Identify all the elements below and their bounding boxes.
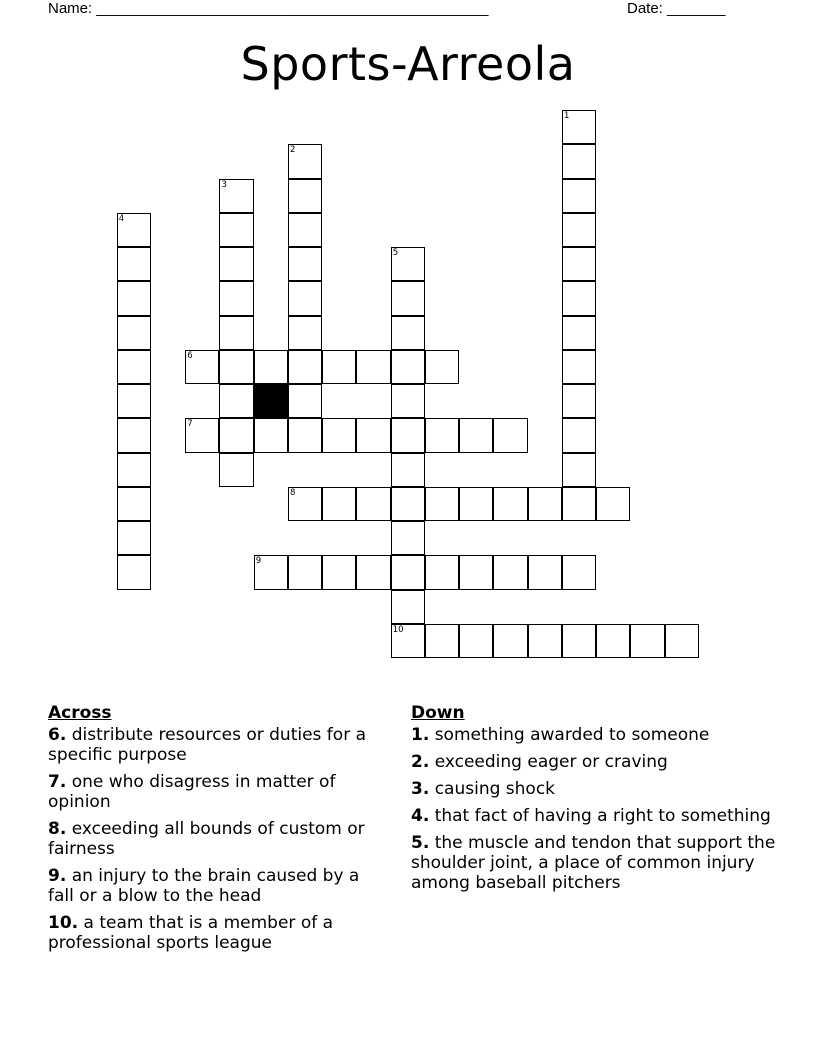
clue-text: causing shock <box>434 779 556 799</box>
grid-cell[interactable] <box>562 487 596 521</box>
grid-cell[interactable] <box>596 624 630 658</box>
grid-cell[interactable] <box>562 316 596 350</box>
grid-cell[interactable] <box>562 247 596 281</box>
grid-cell[interactable] <box>562 144 596 178</box>
grid-cell[interactable] <box>391 521 425 555</box>
clue-number: 6. <box>48 725 67 745</box>
grid-cell[interactable] <box>322 418 356 452</box>
grid-cell[interactable] <box>391 624 425 658</box>
grid-cell[interactable] <box>391 555 425 589</box>
grid-cell[interactable] <box>219 316 253 350</box>
grid-cell[interactable] <box>117 213 151 247</box>
clue-number-label: 8 <box>289 487 296 498</box>
grid-cell[interactable] <box>528 555 562 589</box>
grid-cell[interactable] <box>425 350 459 384</box>
grid-cell[interactable] <box>596 487 630 521</box>
clue-text: that fact of having a right to something <box>434 806 771 826</box>
across-heading: Across <box>48 703 112 723</box>
grid-cell[interactable] <box>562 624 596 658</box>
grid-cell[interactable] <box>219 281 253 315</box>
down-clue-1 <box>411 725 776 745</box>
down-clues <box>411 703 776 900</box>
clue-number: 2. <box>411 752 430 772</box>
grid-cell[interactable] <box>459 624 493 658</box>
grid-cell[interactable] <box>528 487 562 521</box>
grid-cell[interactable] <box>185 350 219 384</box>
clue-text: exceeding eager or craving <box>434 752 668 772</box>
clue-number: 8. <box>48 819 67 839</box>
grid-cell[interactable] <box>391 281 425 315</box>
grid-cell[interactable] <box>219 453 253 487</box>
grid-cell[interactable] <box>219 247 253 281</box>
grid-cell[interactable] <box>288 418 322 452</box>
grid-cell[interactable] <box>459 418 493 452</box>
clue-number: 10. <box>48 913 79 933</box>
grid-cell[interactable] <box>219 213 253 247</box>
grid-cell[interactable] <box>356 487 390 521</box>
grid-cell[interactable] <box>356 555 390 589</box>
puzzle-title: Sports-Arreola <box>240 37 576 91</box>
clue-number: 9. <box>48 866 67 886</box>
across-clues <box>48 703 388 960</box>
grid-cell[interactable] <box>117 247 151 281</box>
grid-cell[interactable] <box>562 453 596 487</box>
grid-cell[interactable] <box>391 453 425 487</box>
grid-cell[interactable] <box>562 384 596 418</box>
grid-cell[interactable] <box>493 418 527 452</box>
grid-cell[interactable] <box>562 418 596 452</box>
grid-cell[interactable] <box>288 213 322 247</box>
grid-cell[interactable] <box>425 555 459 589</box>
grid-cell[interactable] <box>288 384 322 418</box>
grid-cell[interactable] <box>391 384 425 418</box>
clue-text: the muscle and tendon that support the shoulder joint, a place of common injury among baseball pitchers <box>411 833 776 893</box>
grid-cell[interactable] <box>117 487 151 521</box>
down-clue-4 <box>411 806 776 826</box>
grid-cell[interactable] <box>117 350 151 384</box>
clue-number-label: 1 <box>563 111 570 122</box>
clue-number-label: 4 <box>118 213 125 224</box>
grid-cell[interactable] <box>117 521 151 555</box>
clue-number: 7. <box>48 772 67 792</box>
grid-cell[interactable] <box>493 624 527 658</box>
grid-cell[interactable] <box>493 555 527 589</box>
grid-cell[interactable] <box>665 624 699 658</box>
clue-number: 1. <box>411 725 430 745</box>
grid-cell[interactable] <box>117 555 151 589</box>
clue-number-label: 6 <box>187 350 193 361</box>
grid-cell[interactable] <box>459 555 493 589</box>
black-square <box>254 384 288 418</box>
grid-cell[interactable] <box>117 384 151 418</box>
grid-cell[interactable] <box>493 487 527 521</box>
across-clue-8 <box>48 819 388 859</box>
clue-number-label: 3 <box>221 179 227 190</box>
clue-text: something awarded to someone <box>434 725 710 745</box>
clue-number: 5. <box>411 833 430 853</box>
grid-cell[interactable] <box>219 418 253 452</box>
grid-cell[interactable] <box>288 350 322 384</box>
clue-number-label: 7 <box>187 419 193 430</box>
clue-number-label: 5 <box>392 248 399 259</box>
grid-cell[interactable] <box>425 487 459 521</box>
grid-cell[interactable] <box>288 487 322 521</box>
grid-cell[interactable] <box>425 418 459 452</box>
grid-cell[interactable] <box>322 555 356 589</box>
grid-cell[interactable] <box>356 350 390 384</box>
grid-cell[interactable] <box>391 316 425 350</box>
clue-text: distribute resources or duties for a specific purpose <box>48 725 366 765</box>
grid-cell[interactable] <box>391 487 425 521</box>
across-clue-9 <box>48 866 388 906</box>
grid-cell[interactable] <box>117 418 151 452</box>
grid-cell[interactable] <box>562 281 596 315</box>
grid-cell[interactable] <box>254 555 288 589</box>
clue-text: exceeding all bounds of custom or fairness <box>48 819 365 859</box>
grid-cell[interactable] <box>322 487 356 521</box>
clue-number-label: 10 <box>392 624 404 635</box>
grid-cell[interactable] <box>117 453 151 487</box>
grid-cell[interactable] <box>459 487 493 521</box>
clue-number-label: 9 <box>255 556 262 567</box>
across-clue-10 <box>48 913 388 953</box>
grid-cell[interactable] <box>254 350 288 384</box>
grid-cell[interactable] <box>391 350 425 384</box>
clue-number-label: 2 <box>289 145 296 156</box>
grid-cell[interactable] <box>391 418 425 452</box>
grid-cell[interactable] <box>288 281 322 315</box>
grid-cell[interactable] <box>356 418 390 452</box>
grid-cell[interactable] <box>288 555 322 589</box>
clue-number: 4. <box>411 806 430 826</box>
grid-cell[interactable] <box>562 110 596 144</box>
grid-cell[interactable] <box>630 624 664 658</box>
grid-cell[interactable] <box>117 316 151 350</box>
name-line: Name: _______________________________________________ <box>48 0 489 17</box>
grid-cell[interactable] <box>288 247 322 281</box>
grid-cell[interactable] <box>562 179 596 213</box>
grid-cell[interactable] <box>254 418 288 452</box>
grid-cell[interactable] <box>117 281 151 315</box>
grid-cell[interactable] <box>288 179 322 213</box>
grid-cell[interactable] <box>219 384 253 418</box>
clue-text: a team that is a member of a professional sports league <box>48 913 334 953</box>
clue-text: one who disagress in matter of opinion <box>48 772 336 812</box>
down-clue-2 <box>411 752 776 772</box>
grid-cell[interactable] <box>288 144 322 178</box>
grid-cell[interactable] <box>562 555 596 589</box>
clue-number: 3. <box>411 779 430 799</box>
across-clue-6 <box>48 725 388 765</box>
grid-cell[interactable] <box>219 179 253 213</box>
grid-cell[interactable] <box>528 624 562 658</box>
across-clue-7 <box>48 772 388 812</box>
grid-cell[interactable] <box>391 247 425 281</box>
grid-cell[interactable] <box>425 624 459 658</box>
date-line: Date: _______ <box>627 0 726 17</box>
down-clue-5 <box>411 833 776 893</box>
grid-cell[interactable] <box>322 350 356 384</box>
grid-cell[interactable] <box>185 418 219 452</box>
grid-cell[interactable] <box>391 590 425 624</box>
grid-cell[interactable] <box>219 350 253 384</box>
grid-cell[interactable] <box>562 213 596 247</box>
down-heading: Down <box>411 703 465 723</box>
down-clue-3 <box>411 779 776 799</box>
clue-text: an injury to the brain caused by a fall or a blow to the head <box>48 866 360 906</box>
grid-cell[interactable] <box>562 350 596 384</box>
grid-cell[interactable] <box>288 316 322 350</box>
